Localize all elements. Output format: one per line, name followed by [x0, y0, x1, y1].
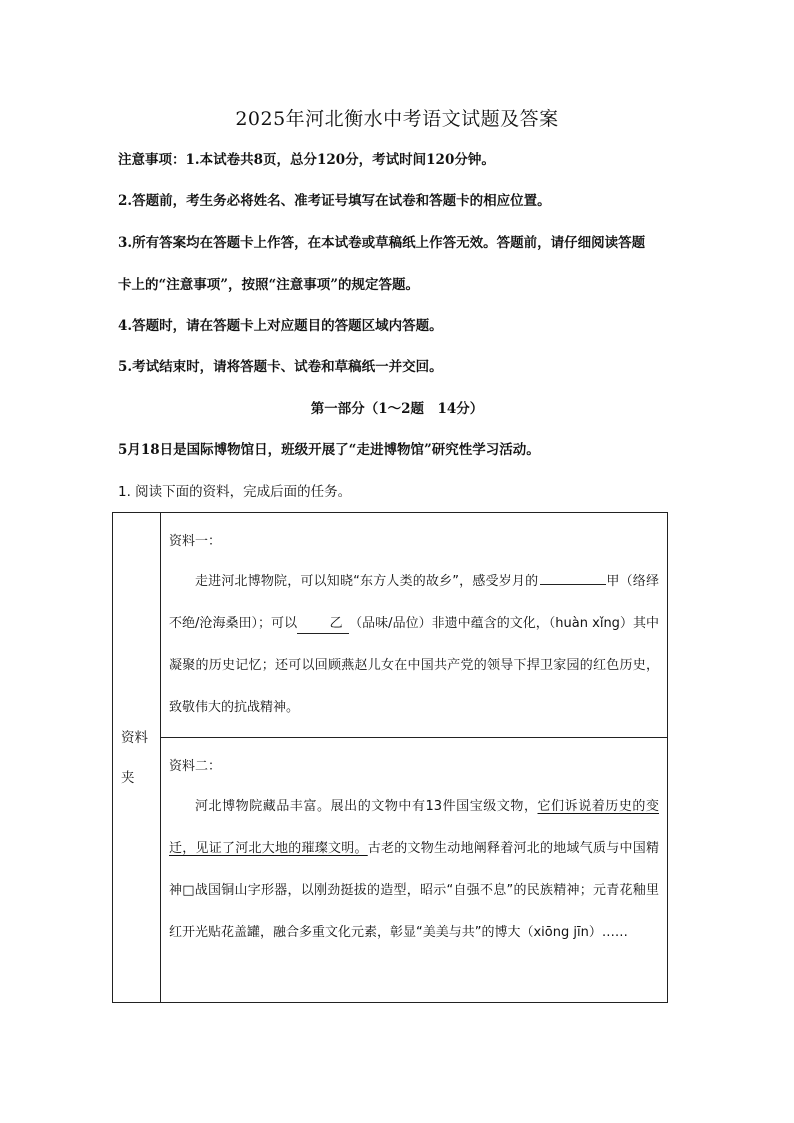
blank-yi: 乙	[297, 615, 349, 634]
activity-intro: 5月18日是国际博物馆日，班级开展了“走进博物馆”研究性学习活动。	[118, 442, 540, 458]
blank-jia-line	[540, 570, 606, 585]
material-2-underlined-sentence: 它们诉说着历史的变迁，见证了河北大地的璀璨文明。	[169, 799, 659, 856]
folder-label-line-1: 资料	[121, 729, 148, 746]
material-2-cell	[161, 738, 668, 1003]
material-1-text	[169, 561, 659, 729]
notice-2: 2.答题前，考生务必将姓名、准考证号填写在试卷和答题卡的相应位置。	[118, 193, 551, 209]
material-1-heading: 资料一：	[169, 534, 222, 549]
section-title: 第一部分（1～2题 14分）	[310, 401, 484, 417]
notice-1: 注意事项：1.本试卷共8页，总分120分，考试时间120分钟。	[118, 152, 495, 168]
material-folder-table	[112, 512, 668, 1003]
question-1-prompt: 1. 阅读下面的资料，完成后面的任务。	[118, 484, 352, 500]
material-1-text-part-2: （络绎不绝/沧海桑田）；可以	[169, 574, 659, 631]
notice-5: 5.考试结束时，请将答题卡、试卷和草稿纸一并交回。	[118, 359, 443, 375]
material-2-text-part-2: 古老的文物生动地阐释着河北的地域气质与中国精神□战国铜山字形器，以刚劲挺拔的造型，昭示“自强不息”的民族精神；元青花釉里红开光贴花盖罐，融合多重文化元素，彰显“美美与共”的博大（xiōng jīn）……	[169, 841, 659, 940]
page-title: 2025年河北衡水中考语文试题及答案	[235, 108, 559, 130]
notice-4: 4.答题时，请在答题卡上对应题目的答题区域内答题。	[118, 318, 443, 334]
blank-jia-mark: 甲	[606, 574, 620, 589]
folder-label-cell	[113, 513, 161, 1003]
notice-3-line-1: 3.所有答案均在答题卡上作答，在本试卷或草稿纸上作答无效。答题前，请仔细阅读答题	[118, 235, 646, 251]
notice-3-line-2: 卡上的“注意事项”，按照“注意事项”的规定答题。	[118, 277, 420, 293]
material-2-text-part-1: 河北博物院藏品丰富。展出的文物中有13件国宝级文物，	[195, 799, 538, 814]
material-2-heading: 资料二：	[169, 759, 222, 774]
material-1-text-part-3: （品味/品位）非遗中蕴含的文化，（huàn xǐng）其中凝聚的历史记忆；还可以回顾燕赵儿女在中国共产党的领导下捍卫家园的红色历史，致敬伟大的抗战精神。	[169, 616, 659, 715]
material-1-cell	[161, 513, 668, 738]
material-2-text	[169, 786, 659, 954]
folder-label-line-2: 夹	[121, 769, 135, 786]
material-1-text-part-1: 走进河北博物院，可以知晓“东方人类的故乡”，感受岁月的	[195, 574, 539, 589]
